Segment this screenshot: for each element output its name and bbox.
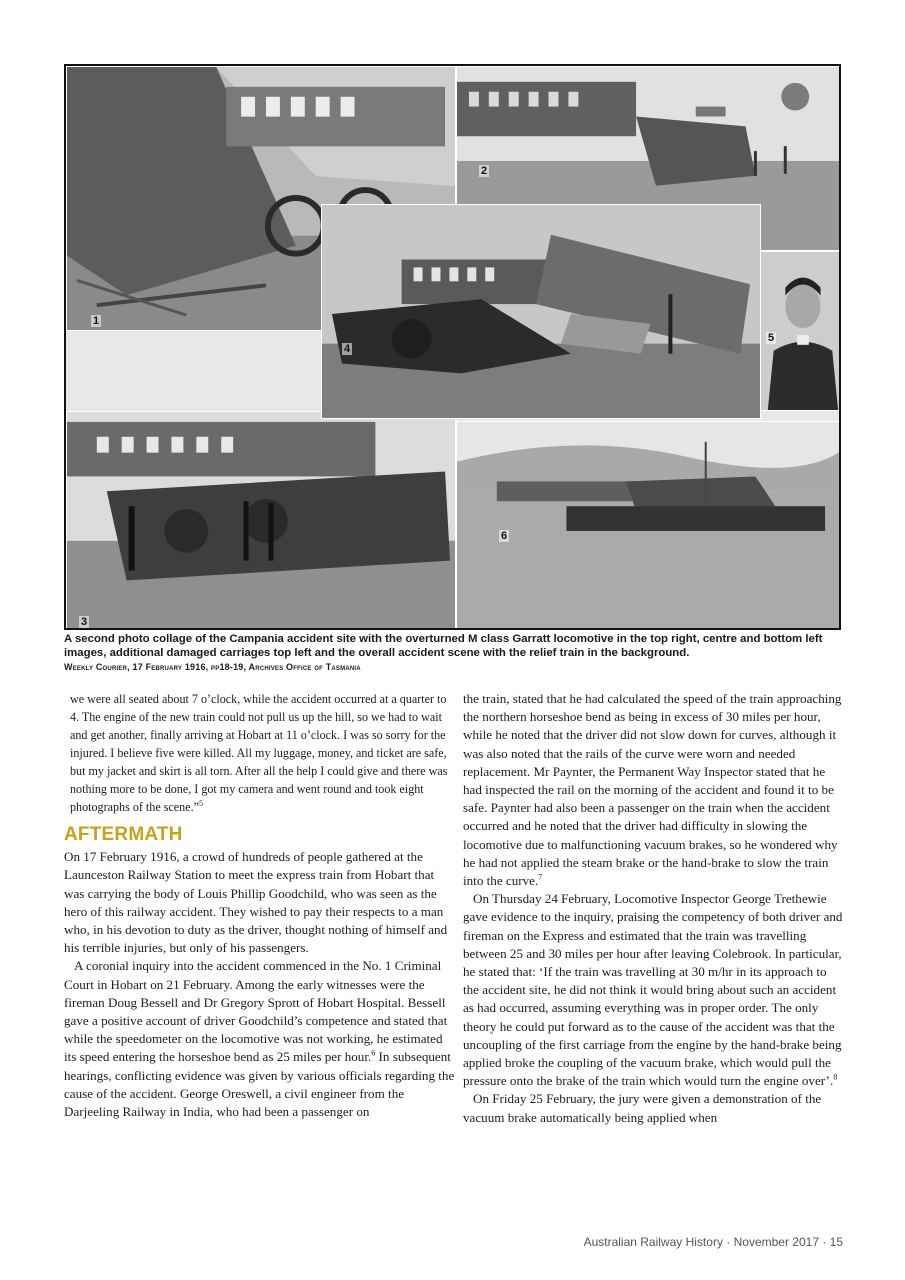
collage-photo-6 xyxy=(456,421,841,630)
photo-number-5: 5 xyxy=(768,332,775,344)
footnote-ref-8: 8 xyxy=(833,1072,838,1082)
section-heading-aftermath: AFTERMATH xyxy=(64,824,183,845)
body-paragraph xyxy=(463,690,843,890)
photo-number-3: 3 xyxy=(81,616,88,628)
body-paragraph xyxy=(64,957,456,1121)
body-paragraph: On 17 February 1916, a crowd of hundreds of people gathered at the Launceston Railway Station to meet the express train from Hobart that was carrying the body of Louis Phillip Goodchild, who was seen as the hero of this railway accident. They wished to pay their respects to a man who, in his devotion to duty as the driver, thought nothing of himself and his terrible injuries, but only of his passengers. xyxy=(64,849,448,956)
photo-number-2: 2 xyxy=(481,165,488,177)
collage-photo-4 xyxy=(321,204,761,419)
page-footer: Australian Railway History · November 2017 · 15 xyxy=(583,1235,843,1249)
body-text: In subsequent hearings, conflicting evidence was given by various officials regarding the cause of the accident. George Oreswell, a civil engineer from the Darjeeling Railway in India, who had been a passenger on xyxy=(64,1049,455,1120)
body-text: A coronial inquiry into the accident commenced in the No. 1 Criminal Court in Hobart on 21 February. Among the early witnesses were the fireman Doug Bessell and Dr Gregory Sprott of Hobart Hospital. Bessell gave a positive account of driver Goodchild’s competence and stated that while the speedometer on the locomotive was not working, he estimated its speed entering the horseshoe bend as 25 miles per hour. xyxy=(64,958,448,1065)
caption-credit: Weekly Courier, 17 February 1916, pp18-19, Archives Office of Tasmania xyxy=(64,662,361,672)
collage-photo-3 xyxy=(66,411,456,630)
body-text: the train, stated that he had calculated the speed of the train approaching the northern horseshoe bend as being in excess of 30 miles per hour, while he noted that the driver did not slow down for curves, although it was also noted that the rails of the curve were worn and needed replacement. Mr Paynter, the Permanent Way Inspector stated that he had inspected the rail on the morning of the accident and found it to be safe. Paynter had also been a passenger on the train when the accident occurred and he noted that the driver had difficulty in slowing the locomotive due to malfunctioning vacuum brakes, so he wondered why he had not applied the steam brake or the hand-brake to slow the train into the curve. xyxy=(463,691,842,889)
body-paragraph: On Friday 25 February, the jury were given a demonstration of the vacuum brake automatically being applied when xyxy=(463,1091,822,1125)
footnote-ref-7: 7 xyxy=(538,872,543,882)
collage-caption xyxy=(64,632,844,674)
body-paragraph xyxy=(463,890,843,1090)
body-text: On Thursday 24 February, Locomotive Inspector George Trethewie gave evidence to the inquiry, praising the competency of both driver and fireman on the Express and estimated that the train was travelling between 25 and 30 miles per hour after leaving Colebrook. In particular, he stated that: ‘If the train was travelling at 30 m/hr in its approach to the accident site, he did not think it would bring about such an accident as had occurred, assuming everything was in proper order. The only theory he could put forward as to the cause of the accident was that the uncoupling of the first carriage from the engine by the hand-brake being applied broke the coupling of the vacuum brake, which would pull the pressure onto the brake of the train which would turn the engine over’. xyxy=(463,891,843,1089)
right-column xyxy=(463,690,843,1127)
collage-photo-5 xyxy=(759,251,841,411)
quote-paragraph xyxy=(64,690,456,816)
photo-number-1: 1 xyxy=(93,315,100,327)
left-column xyxy=(64,690,456,1121)
footnote-ref-5: 5 xyxy=(198,798,203,808)
caption-text: A second photo collage of the Campania accident site with the overturned M class Garratt locomotive in the top right, centre and bottom left images, additional damaged carriages top left and the overall accident scene with the relief train in the background. xyxy=(64,633,823,659)
photo-collage xyxy=(64,64,841,630)
photo-number-6: 6 xyxy=(501,530,508,542)
footnote-ref-6: 6 xyxy=(371,1049,376,1059)
photo-number-4: 4 xyxy=(344,343,351,355)
quote-text: we were all seated about 7 o’clock, while the accident occurred at a quarter to 4. The engine of the new train could not pull us up the hill, so we had to wait and get another, finally arriving at Hobart at 11 o’clock. I was so sorry for the injured. I believe five were killed. All my luggage, money, and ticket are safe, but my jacket and skirt is all torn. After all the help I could give and there was nothing more to be done, I got my camera and went round and took eight photographs of the scene.” xyxy=(70,692,448,814)
